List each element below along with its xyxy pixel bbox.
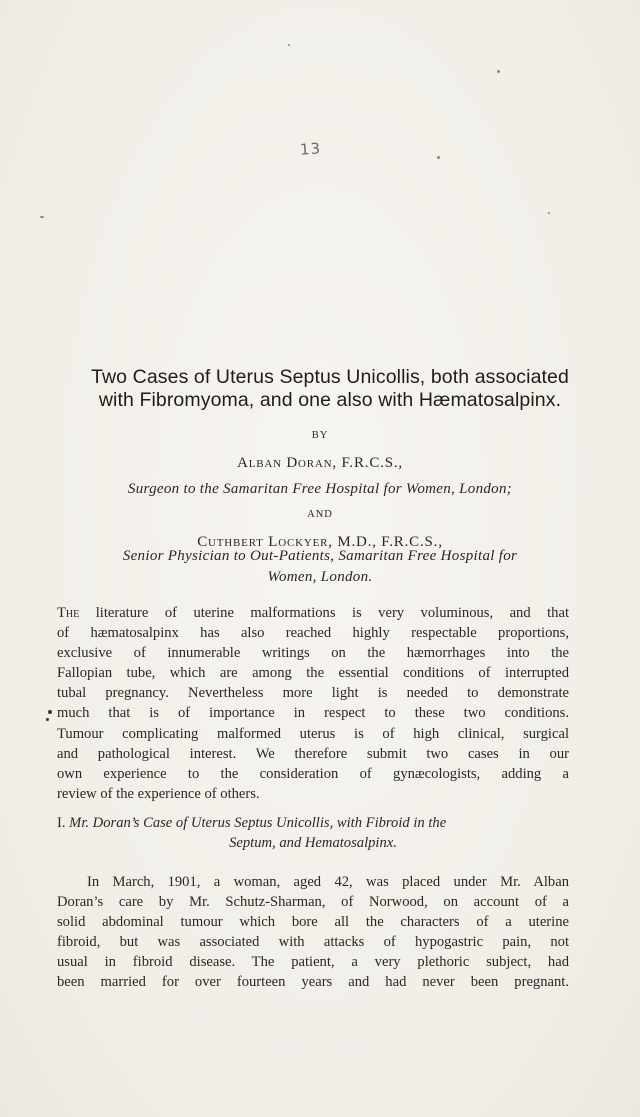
paragraph-line: usual in fibroid disease. The patient, a very plethoric subject, had: [57, 954, 569, 971]
paragraph-line: solid abdominal tumour which bore all the characters of a uterine: [57, 914, 569, 931]
section-heading: [57, 813, 569, 853]
and-separator: AND: [307, 509, 333, 520]
author-1-name: Alban Doran, F.R.C.S.,: [237, 455, 403, 471]
author-2-affiliation-line-2: Women, London.: [267, 569, 373, 585]
byline-label: BY: [311, 430, 329, 441]
title-line-2: with Fibromyoma, and one also with Hæmatosalpinx.: [98, 389, 562, 411]
paragraph-line: own experience to the consideration of gynæcologists, adding a: [57, 765, 569, 782]
author-1-affiliation: Surgeon to the Samaritan Free Hospital for Women, London;: [127, 481, 513, 497]
ink-speck: [48, 710, 52, 714]
intro-paragraph: [57, 603, 569, 804]
ink-speck: [46, 718, 49, 721]
paragraph-line: Doran’s care by Mr. Schutz-Sharman, of Norwood, on account of a: [57, 894, 569, 911]
paragraph-line: much that is of importance in respect to these two conditions.: [57, 705, 569, 722]
ink-speck: [497, 70, 500, 73]
paragraph-line: fibroid, but was associated with attacks of hypogastric pain, not: [57, 934, 569, 951]
paragraph-line: tubal pregnancy. Nevertheless more light is needed to demonstrate: [57, 685, 569, 702]
author-2-affiliation: [40, 546, 600, 588]
drop-word: The: [57, 605, 80, 621]
paragraph-line: of hæmatosalpinx has also reached highly respectable proportions,: [57, 625, 569, 642]
ink-speck: [548, 212, 550, 214]
ink-speck: [288, 44, 290, 46]
paragraph-line: been married for over fourteen years and had never been pregnant.: [57, 974, 569, 991]
ink-speck: [437, 156, 440, 159]
paragraph-line: Fallopian tube, which are among the essential conditions of interrupted: [57, 665, 569, 682]
author-2-affiliation-line-1: Senior Physician to Out-Patients, Samaritan Free Hospital for: [122, 548, 518, 564]
paragraph-line: The literature of uterine malformations is very voluminous, and that: [57, 605, 569, 621]
paper-title: [40, 366, 620, 412]
section-heading-line-2: Septum, and Hematosalpinx.: [229, 835, 397, 851]
paragraph-line: Tumour complicating malformed uterus is of high clinical, surgical: [57, 725, 569, 742]
section-1-paragraph: [57, 872, 569, 993]
paragraph-line: review of the experience of others.: [57, 785, 260, 802]
pencil-annotation: 13: [299, 139, 322, 159]
section-heading-line-1: I. Mr. Doran’s Case of Uterus Septus Unicollis, with Fibroid in the: [57, 815, 447, 831]
author-2-name: Cuthbert Lockyer, M.D., F.R.C.S.,: [197, 534, 443, 550]
paragraph-line: exclusive of innumerable writings on the hæmorrhages into the: [57, 645, 569, 662]
ink-speck: [40, 216, 44, 218]
paragraph-line: In March, 1901, a woman, aged 42, was placed under Mr. Alban: [87, 874, 569, 890]
section-numeral: I.: [57, 815, 66, 831]
title-line-1: Two Cases of Uterus Septus Unicollis, both associated: [91, 366, 569, 388]
paragraph-line: and pathological interest. We therefore submit two cases in our: [57, 745, 569, 762]
